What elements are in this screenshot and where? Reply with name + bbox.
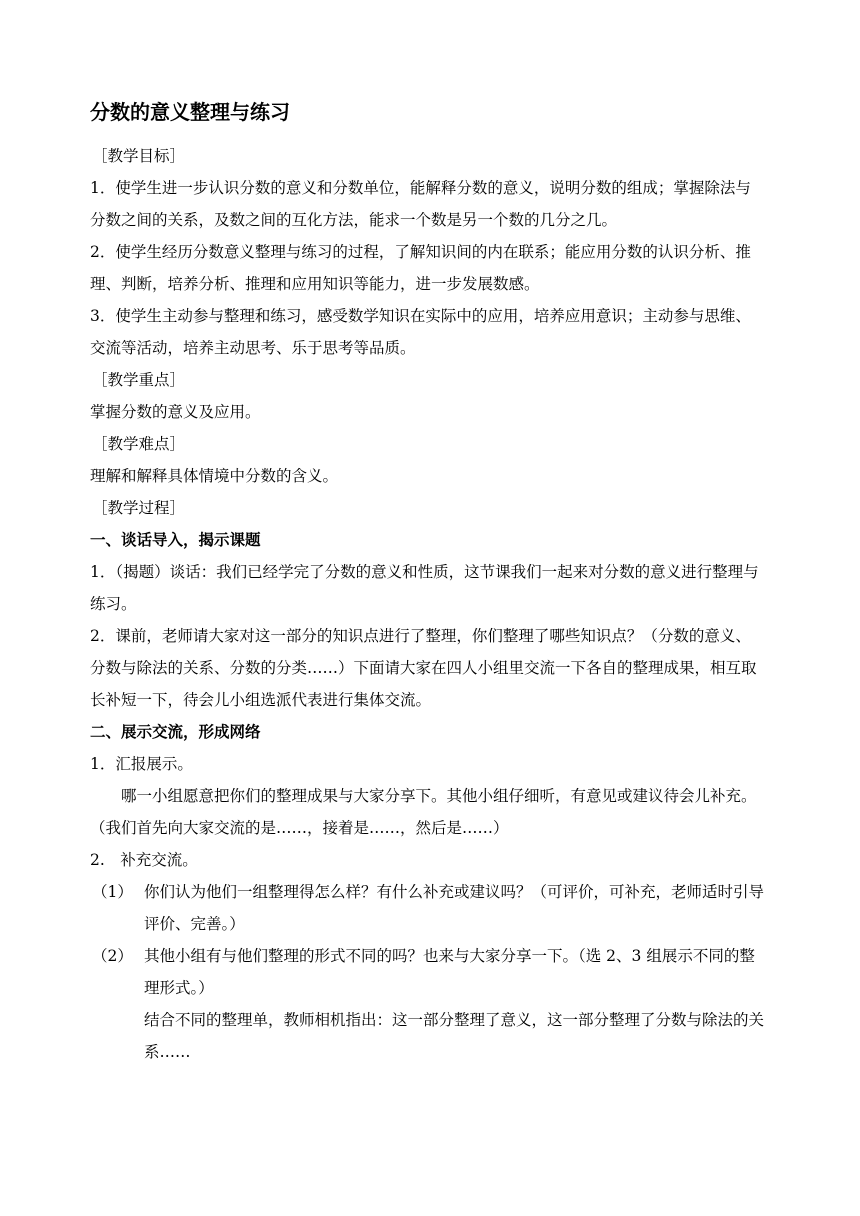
key-label: ［教学重点］ — [92, 371, 186, 389]
sub-item — [90, 940, 766, 1004]
goal-item: 3．使学生主动参与整理和练习，感受数学知识在实际中的应用，培养应用意识；主动参与思维、交流等活动，培养主动思考、乐于思考等品质。 — [90, 307, 751, 357]
goal-item: 1．使学生进一步认识分数的意义和分数单位，能解释分数的意义，说明分数的组成；掌握除法与分数之间的关系，及数之间的互化方法，能求一个数是另一个数的几分之几。 — [90, 179, 751, 229]
sub-item-continuation: 结合不同的整理单，教师相机指出：这一部分整理了意义，这一部分整理了分数与除法的关系…… — [144, 1011, 765, 1061]
section-heading: 一、谈话导入，揭示课题 — [90, 531, 261, 549]
key-text: 掌握分数的意义及应用。 — [90, 403, 261, 421]
section-heading: 二、展示交流，形成网络 — [90, 723, 261, 741]
sub-item-number: （1） — [92, 883, 133, 901]
sub-item-number: （2） — [92, 947, 133, 965]
document-body — [90, 140, 766, 1068]
document-title: 分数的意义整理与练习 — [90, 100, 290, 124]
process-label: ［教学过程］ — [92, 499, 186, 517]
section-item: 2．课前，老师请大家对这一部分的知识点进行了整理，你们整理了哪些知识点？（分数的意义、分数与除法的关系、分数的分类……）下面请大家在四人小组里交流一下各自的整理成果，相互取长补短一下，待会儿小组选派代表进行集体交流。 — [90, 627, 757, 709]
difficulty-text: 理解和解释具体情境中分数的含义。 — [90, 467, 339, 485]
section-item: 2. 补充交流。 — [90, 851, 198, 869]
section-item: 1．汇报展示。 — [90, 755, 193, 773]
goal-label: ［教学目标］ — [92, 147, 186, 165]
sub-item-text: 其他小组有与他们整理的形式不同的吗？也来与大家分享一下。（选 2、3 组展示不同的整理形式。） — [144, 947, 755, 997]
sub-item-text: 你们认为他们一组整理得怎么样？有什么补充或建议吗？（可评价，可补充，老师适时引导评价、完善。） — [144, 883, 765, 933]
section-item: 1．（揭题）谈话：我们已经学完了分数的意义和性质，这节课我们一起来对分数的意义进行整理与练习。 — [90, 563, 759, 613]
goal-item: 2．使学生经历分数意义整理与练习的过程，了解知识间的内在联系；能应用分数的认识分析、推理、判断，培养分析、推理和应用知识等能力，进一步发展数感。 — [90, 243, 751, 293]
sub-item — [90, 876, 766, 940]
difficulty-label: ［教学难点］ — [92, 435, 186, 453]
section-paragraph: 哪一小组愿意把你们的整理成果与大家分享下。其他小组仔细听，有意见或建议待会儿补充。（我们首先向大家交流的是……，接着是……，然后是……） — [90, 787, 757, 837]
